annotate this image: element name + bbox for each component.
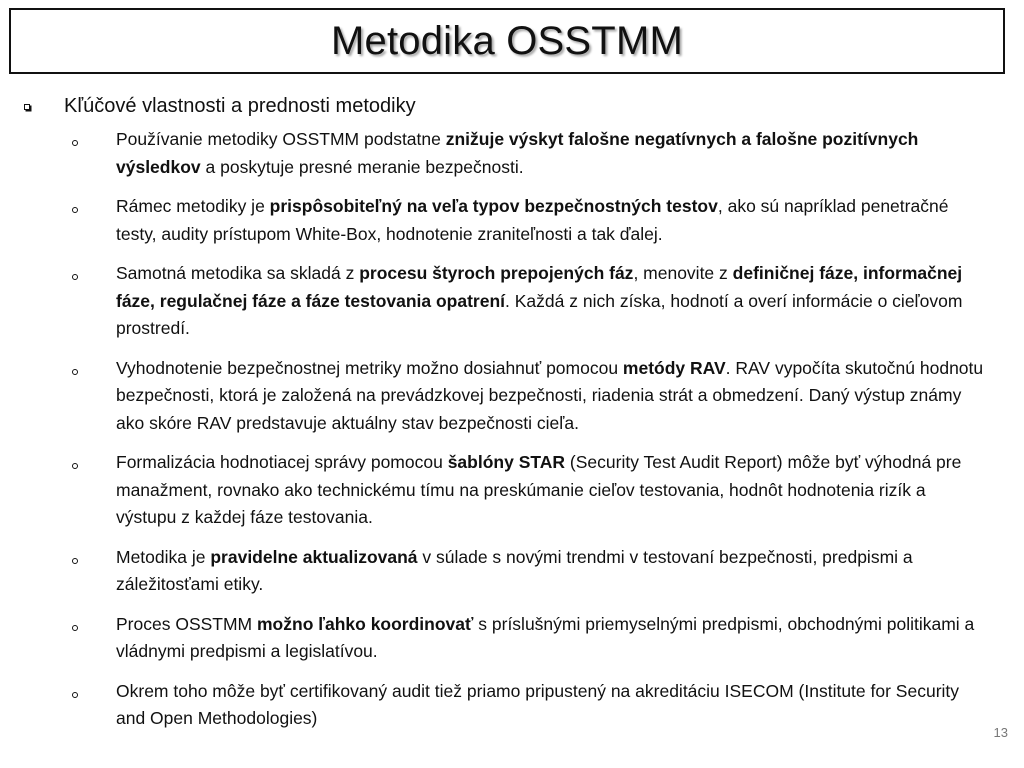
list-item [0,544,1024,599]
item-text: a poskytuje presné meranie bezpečnosti. [200,156,524,177]
emphasis-text: pravidelne aktualizovaná [210,546,418,567]
item-text: Rámec metodiky je [116,196,270,216]
page-number: 13 [993,725,1008,740]
list-item [0,193,1024,248]
item-text: . Každá z nich získa, hodnotí a overí informácie o cieľovom prostredí. [116,290,963,338]
slide-title-box [9,8,1005,74]
item-text: Používanie metodiky OSSTMM podstatne [116,129,446,149]
circle-bullet-icon [72,140,78,146]
emphasis-text: definičnej fáze, informačnej fáze, regulačnej fáze a fáze testovania opatrení [116,263,963,311]
emphasis-text: šablóny STAR [447,452,566,472]
square-bullet-icon [24,104,30,110]
item-text: Samotná metodika sa skladá z [116,263,360,283]
circle-bullet-icon [72,369,78,375]
item-text: Proces OSSTMM [116,613,257,634]
item-text: Okrem toho môže byť certifikovaný audit tiež priamo pripustený na akreditáciu ISECOM (Institute for Security and Open Methodologies) [116,680,960,728]
circle-bullet-icon [72,558,78,564]
item-text: Vyhodnotenie bezpečnostnej metriky možno dosiahnuť pomocou [116,357,623,378]
circle-bullet-icon [72,274,78,280]
emphasis-text: možno ľahko koordinovať [257,613,474,634]
list-item [0,126,1024,181]
list-item [0,678,1024,733]
item-text: Formalizácia hodnotiacej správy pomocou [116,452,448,472]
emphasis-text: procesu štyroch prepojených fáz [359,263,634,283]
item-text: , menovite z [633,263,733,283]
heading-row [0,92,1024,126]
list-item [0,355,1024,438]
circle-bullet-icon [72,207,78,213]
slide-title: Metodika OSSTMM [331,19,683,63]
item-text: v súlade s novými trendmi v testovaní bezpečnosti, predpismi a záležitosťami etiky. [116,546,913,594]
item-text: (Security Test Audit Report) môže byť výhodná pre manažment, rovnako ako technickému tímu na preskúmanie cieľov testovania, hodnôt hodnotenia rizík a výstupu z každej fáze testovania. [116,452,962,527]
slide-content [0,92,1024,733]
circle-bullet-icon [72,463,78,469]
section-heading: Kľúčové vlastnosti a prednosti metodiky [64,95,416,117]
bullet-list [0,126,1024,733]
emphasis-text: metódy RAV [622,357,726,378]
list-item [0,260,1024,343]
item-text: s príslušnými priemyselnými predpismi, obchodnými politikami a vládnymi predpismi a legislatívou. [116,613,975,661]
circle-bullet-icon [72,692,78,698]
emphasis-text: prispôsobiteľný na veľa typov bezpečnostných testov [269,196,718,216]
list-item [0,449,1024,532]
item-text: , ako sú napríklad penetračné testy, audity prístupom White-Box, hodnotenie zraniteľnosti a tak ďalej. [116,196,949,244]
item-text: Metodika je [116,546,211,567]
list-item [0,611,1024,666]
emphasis-text: znižuje výskyt falošne negatívnych a falošne pozitívnych výsledkov [116,129,919,177]
circle-bullet-icon [72,625,78,631]
item-text: . RAV vypočíta skutočnú hodnotu bezpečnosti, ktorá je založená na prevádzkovej bezpečnosti, riadenia strát a obmedzení. Daný výstup známy ako skóre RAV predstavuje aktuálny stav bezpečnosti cieľa. [116,357,984,433]
